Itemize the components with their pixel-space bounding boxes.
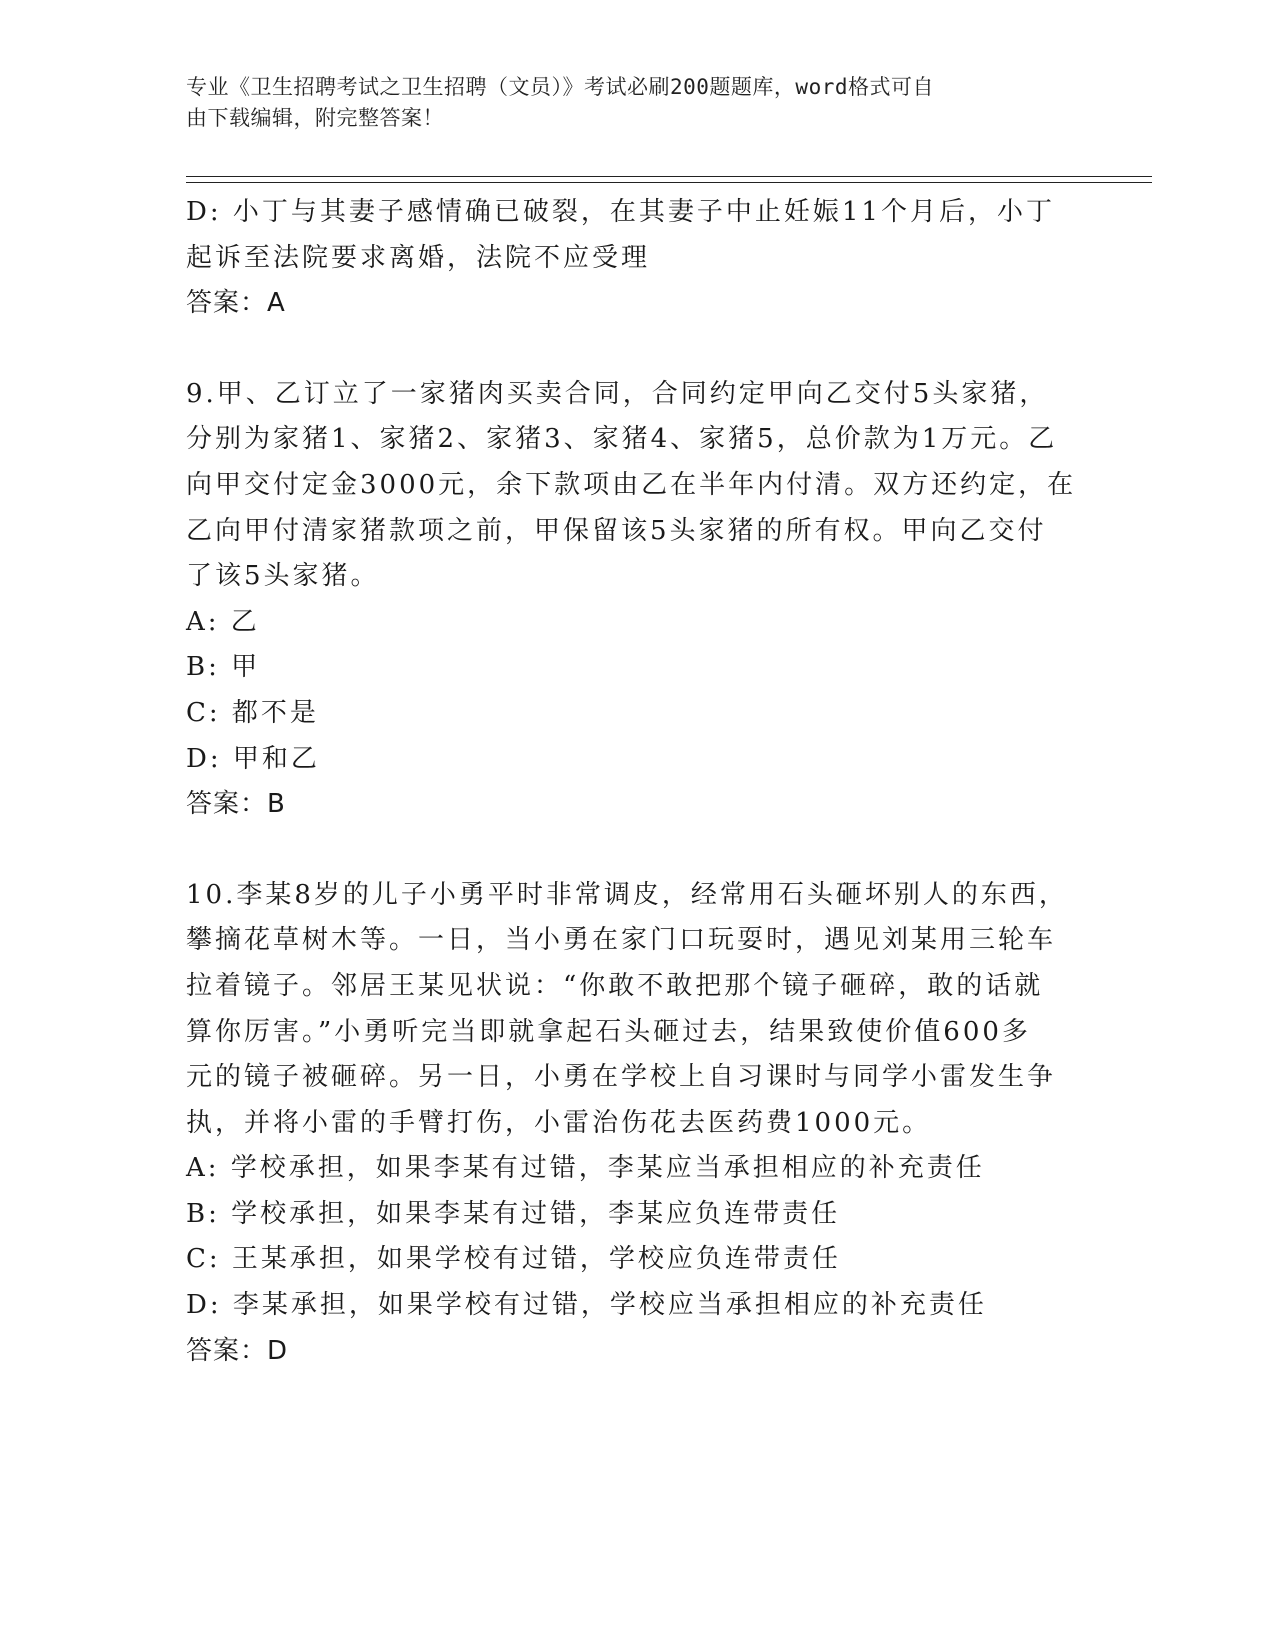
spacer bbox=[186, 828, 1086, 873]
option-a: A: 学校承担，如果李某有过错，李某应当承担相应的补充责任 bbox=[186, 1153, 985, 1184]
header-line-2: 由下载编辑，附完整答案！ bbox=[186, 106, 444, 130]
option-a: A: 乙 bbox=[186, 606, 260, 637]
question-text-line: 攀摘花草树木等。一日，当小勇在家门口玩耍时，遇见刘某用三轮车 bbox=[186, 925, 1057, 956]
option-c: C: 都不是 bbox=[186, 697, 319, 728]
option-d: D: 甲和乙 bbox=[186, 743, 320, 774]
question-text-line: 元的镜子被砸碎。另一日，小勇在学校上自习课时与同学小雷发生争 bbox=[186, 1062, 1057, 1093]
question-text-line: 拉着镜子。邻居王某见状说：“你敢不敢把那个镜子砸碎，敢的话就 bbox=[186, 970, 1044, 1001]
question-text-line: 算你厉害。”小勇听完当即就拿起石头砸过去，结果致使价值600多 bbox=[186, 1016, 1031, 1047]
question-9 bbox=[186, 372, 1086, 828]
header-divider-bottom bbox=[186, 182, 1152, 183]
option-b: B: 学校承担，如果李某有过错，李某应负连带责任 bbox=[186, 1198, 841, 1229]
question-text-line: 分别为家猪1、家猪2、家猪3、家猪4、家猪5，总价款为1万元。乙 bbox=[186, 424, 1058, 455]
question-text-line: 向甲交付定金3000元，余下款项由乙在半年内付清。双方还约定，在 bbox=[186, 469, 1077, 500]
option-d-line-1: D: 小丁与其妻子感情确已破裂，在其妻子中止妊娠11个月后，小丁 bbox=[186, 197, 1055, 227]
question-text-line: 执，并将小雷的手臂打伤，小雷治伤花去医药费1000元。 bbox=[186, 1107, 932, 1138]
question-text-line: 10.李某8岁的儿子小勇平时非常调皮，经常用石头砸坏别人的东西， bbox=[186, 879, 1068, 910]
option-d-line-2: 起诉至法院要求离婚，法院不应受理 bbox=[186, 242, 651, 273]
option-c: C: 王某承担，如果学校有过错，学校应负连带责任 bbox=[186, 1244, 841, 1275]
spacer bbox=[186, 327, 1086, 372]
answer-label: 答案：B bbox=[186, 789, 286, 820]
header-line-1: 专业《卫生招聘考试之卫生招聘（文员）》考试必刷200题题库，word格式可自 bbox=[186, 75, 934, 99]
answer-label: 答案：A bbox=[186, 288, 286, 319]
option-d: D: 李某承担，如果学校有过错，学校应当承担相应的补充责任 bbox=[186, 1290, 987, 1321]
question-10 bbox=[186, 873, 1086, 1375]
option-b: B: 甲 bbox=[186, 652, 261, 683]
previous-question-tail bbox=[186, 190, 1086, 327]
question-text-line: 乙向甲付清家猪款项之前，甲保留该5头家猪的所有权。甲向乙交付 bbox=[186, 515, 1047, 546]
question-text-line: 9.甲、乙订立了一家猪肉买卖合同，合同约定甲向乙交付5头家猪， bbox=[186, 378, 1049, 409]
page-header bbox=[186, 72, 1066, 134]
document-body bbox=[186, 190, 1086, 1374]
header-divider-top bbox=[186, 176, 1152, 177]
question-text-line: 了该5头家猪。 bbox=[186, 561, 380, 592]
answer-label: 答案：D bbox=[186, 1335, 289, 1366]
